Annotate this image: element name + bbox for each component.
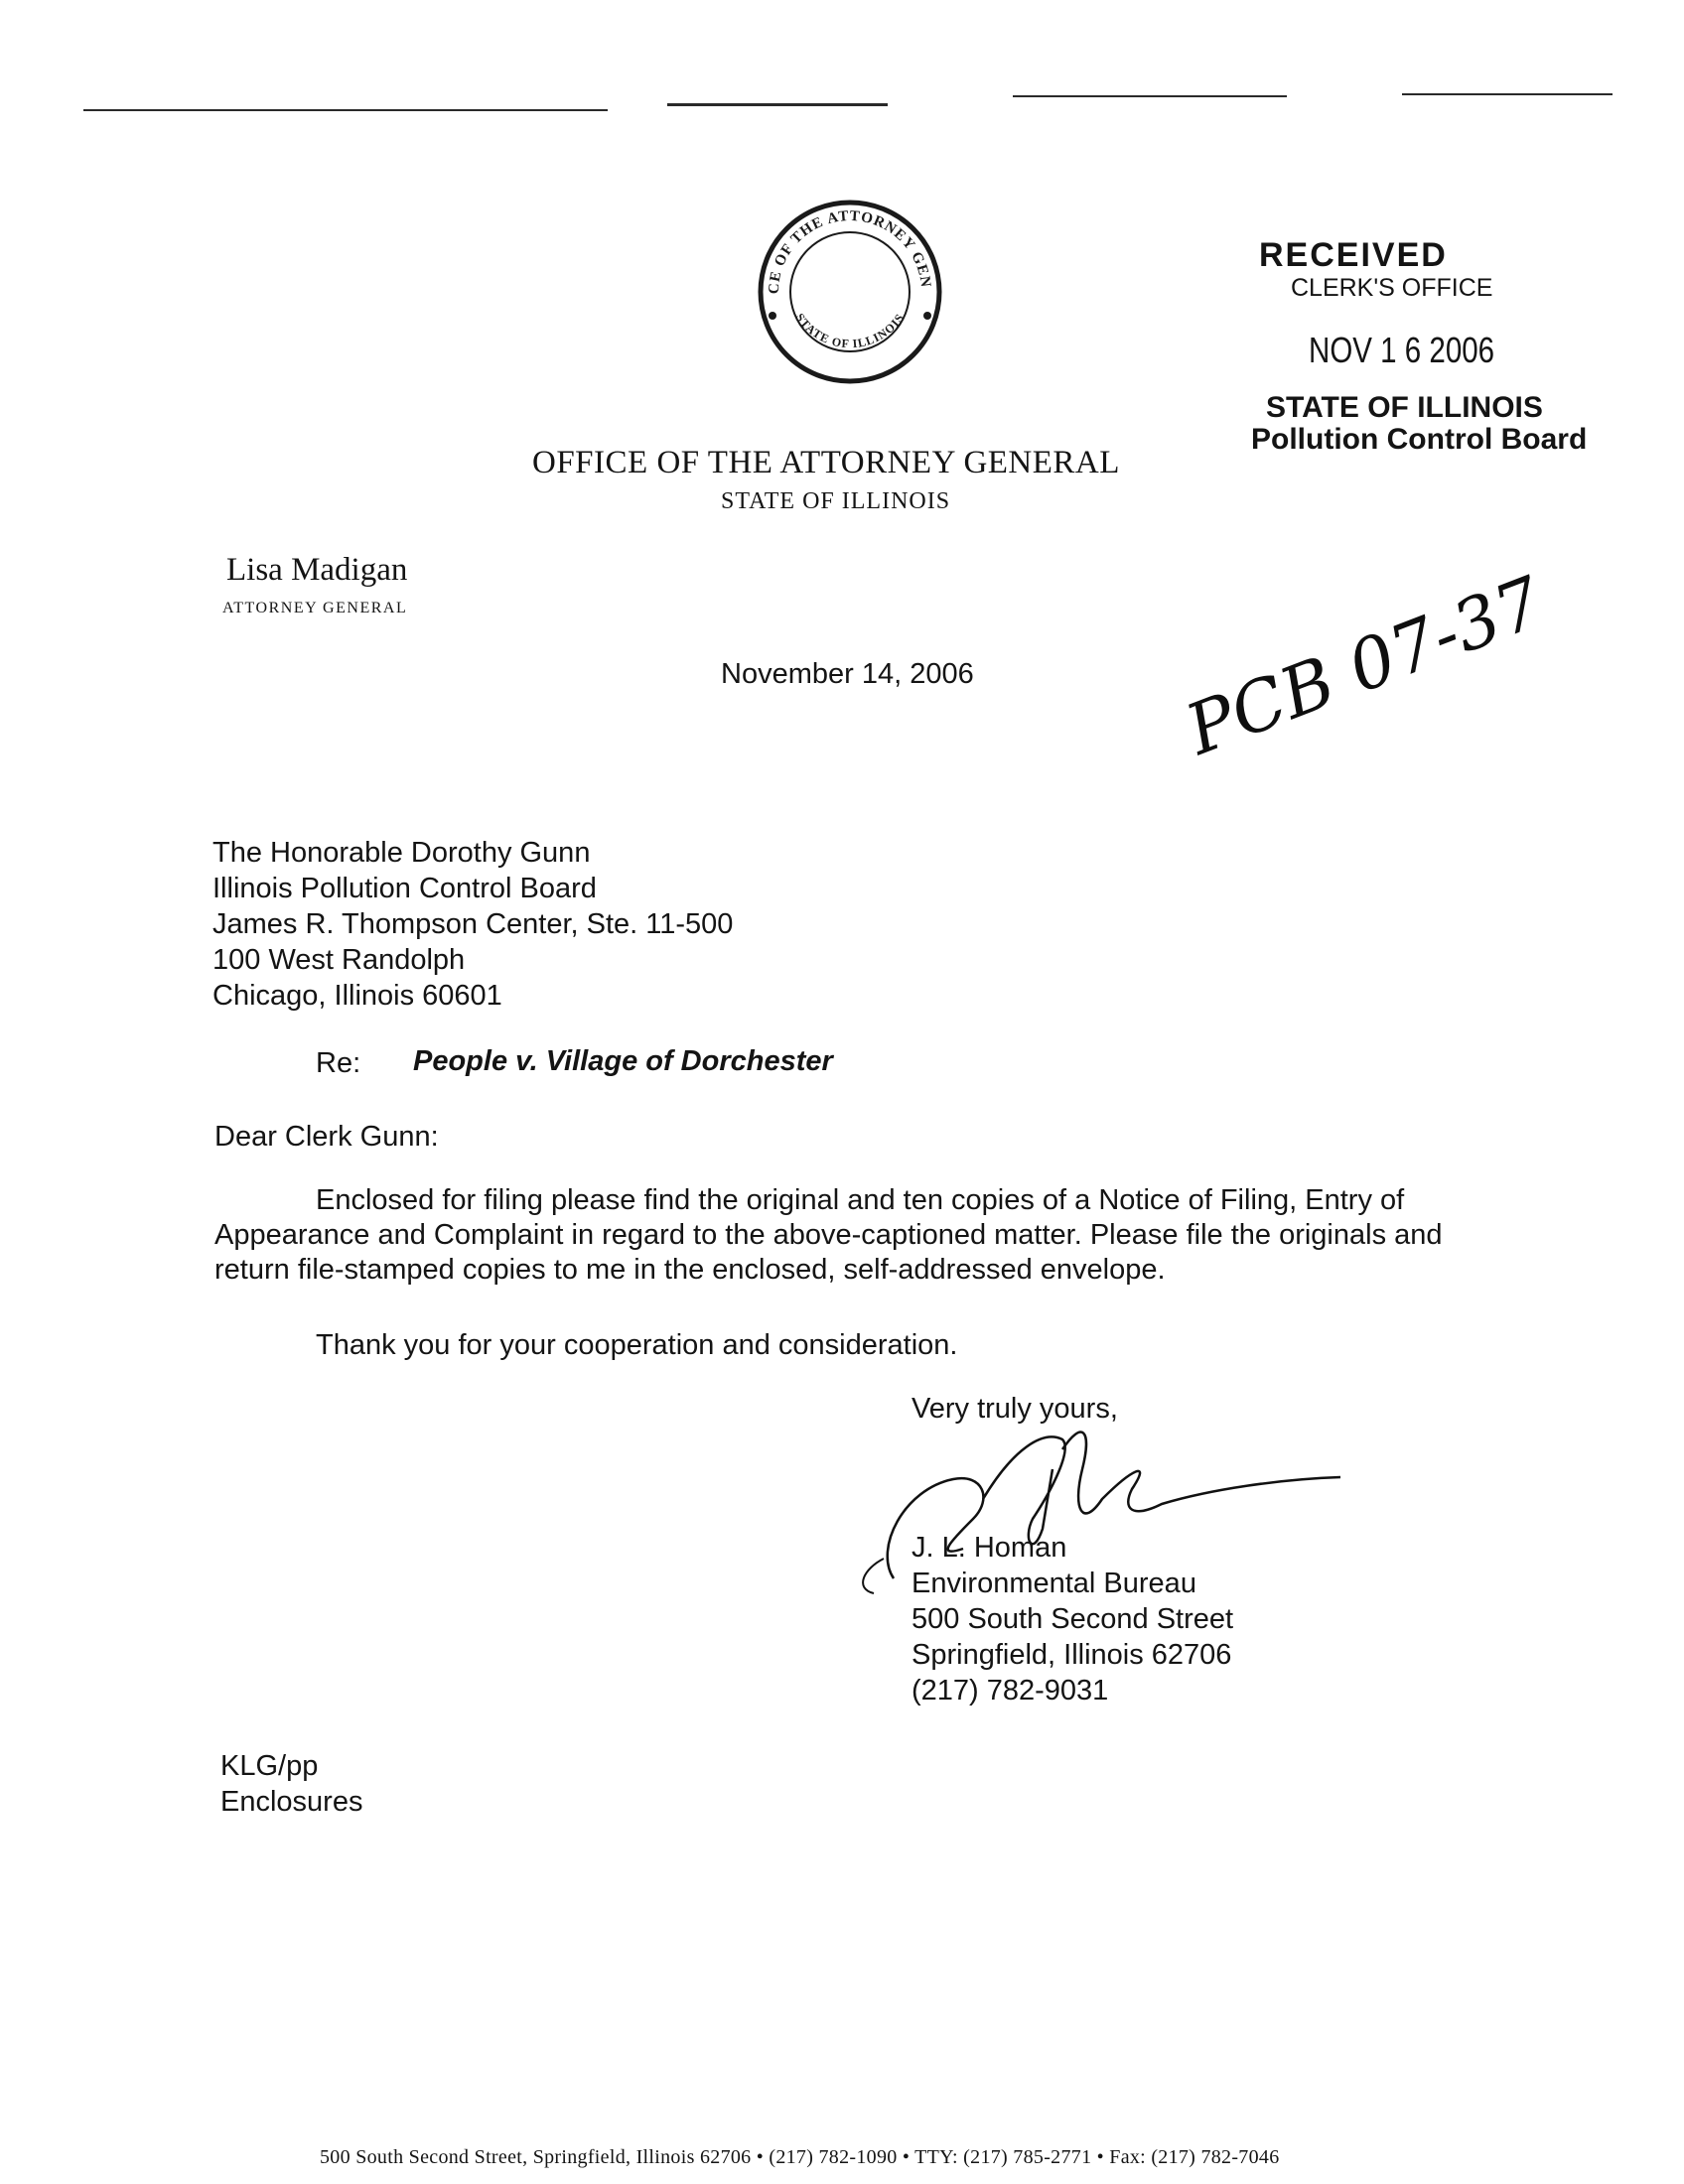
svg-text:OFFICE OF THE ATTORNEY GENERAL — [755, 197, 933, 295]
salutation: Dear Clerk Gunn: — [214, 1121, 439, 1153]
received-stamp-title: RECEIVED — [1259, 236, 1448, 274]
scan-artifact-line-4 — [1402, 93, 1613, 95]
body-paragraph: Enclosed for filing please find the original and ten copies of a Notice of Filing, Entry of Appearance and Complaint in regard to the above-captioned matter. Please file the originals and return file-stamped copies to me in the enclosed, self-addressed envelope. — [214, 1184, 1443, 1286]
reference-initials-block — [220, 1749, 362, 1821]
scan-artifact-line-1 — [83, 109, 608, 111]
reference-initials: KLG/pp — [220, 1750, 319, 1782]
footer-contact: 500 South Second Street, Springfield, Illinois 62706 • (217) 782-1090 • TTY: (217) 785-2771 • Fax: (217) 782-7046 — [320, 2146, 1280, 2168]
office-state: STATE OF ILLINOIS — [721, 488, 951, 514]
received-stamp-state: STATE OF ILLINOIS — [1266, 391, 1543, 424]
seal-text-bottom: STATE OF ILLINOIS — [792, 310, 908, 351]
seal-graphic — [755, 197, 945, 387]
recipient-line: Chicago, Illinois 60601 — [212, 980, 502, 1012]
signer-line: Springfield, Illinois 62706 — [912, 1639, 1232, 1671]
re-case-title: People v. Village of Dorchester — [413, 1045, 833, 1077]
recipient-line: James R. Thompson Center, Ste. 11-500 — [212, 908, 734, 940]
signer-line: Environmental Bureau — [912, 1568, 1196, 1599]
thanks-line: Thank you for your cooperation and consideration. — [316, 1329, 958, 1361]
attorney-general-title: ATTORNEY GENERAL — [222, 600, 408, 616]
office-title: OFFICE OF THE ATTORNEY GENERAL — [532, 445, 1120, 480]
attorney-general-seal — [755, 197, 945, 387]
signer-line: (217) 782-9031 — [912, 1675, 1109, 1706]
signer-block — [912, 1531, 1233, 1709]
received-stamp-clerks-office: CLERK'S OFFICE — [1291, 274, 1493, 302]
letter-date: November 14, 2006 — [721, 658, 974, 690]
handwritten-case-number: PCB 07-37 — [1176, 561, 1554, 771]
svg-text:STATE OF ILLINOIS — [793, 311, 908, 350]
signer-line: 500 South Second Street — [912, 1603, 1234, 1635]
seal-text-top: CE OF THE ATTORNEY GEN — [766, 207, 934, 295]
enclosures-note: Enclosures — [220, 1786, 363, 1818]
received-stamp-date: NOV 1 6 2006 — [1309, 330, 1495, 370]
scan-artifact-line-3 — [1013, 95, 1287, 97]
scan-artifact-line-2 — [667, 103, 888, 106]
recipient-address — [212, 836, 733, 1015]
recipient-line: Illinois Pollution Control Board — [212, 873, 597, 904]
closing: Very truly yours, — [912, 1393, 1118, 1425]
attorney-general-name: Lisa Madigan — [226, 552, 408, 588]
received-stamp-board: Pollution Control Board — [1251, 423, 1588, 456]
re-label: Re: — [316, 1047, 361, 1079]
recipient-line: 100 West Randolph — [212, 944, 466, 976]
recipient-line: The Honorable Dorothy Gunn — [212, 837, 591, 869]
signer-line: J. L. Homan — [912, 1532, 1067, 1564]
